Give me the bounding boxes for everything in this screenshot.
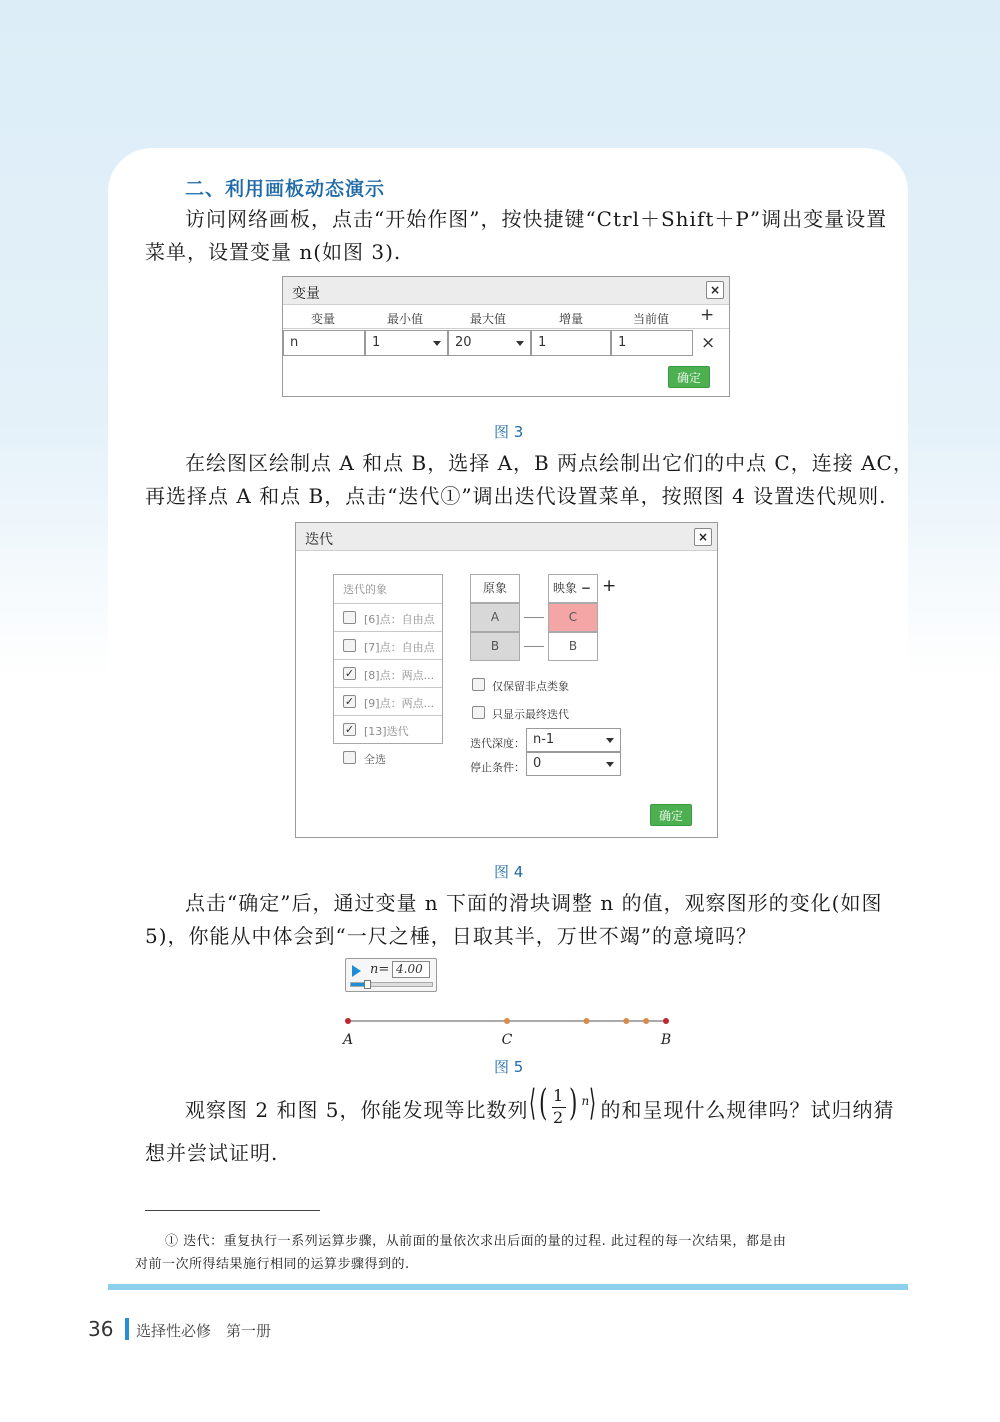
column-header-variable: 变量 (310, 312, 335, 326)
chevron-down-icon (606, 738, 614, 743)
mapping-line (524, 617, 544, 618)
column-header-max: 最大值 (469, 312, 506, 326)
page-number: 36 (88, 1317, 114, 1341)
divider (283, 328, 729, 329)
right-paren: ) (568, 1083, 578, 1124)
paragraph-4-text-before: 观察图 2 和图 5，你能发现等比数列 (185, 1098, 529, 1122)
slider-variable-label: n= (370, 962, 390, 977)
sequence-formula (528, 1083, 601, 1128)
preimage-header: 原象 (470, 574, 520, 603)
ok-button[interactable]: 确定 (650, 804, 692, 826)
depth-select[interactable] (526, 728, 621, 752)
segment-figure (330, 1010, 690, 1050)
min-value-select[interactable] (365, 330, 448, 356)
iterate-dialog-titlebar (296, 523, 717, 551)
paragraph-1-line-2: 菜单，设置变量 n(如图 3). (145, 240, 402, 264)
point-label: B (660, 1032, 672, 1048)
show-final-label: 只显示最终迭代 (492, 708, 569, 721)
stop-select[interactable] (526, 752, 621, 776)
point-label: C (501, 1032, 513, 1048)
min-value: 1 (372, 335, 381, 350)
section-title: 二、利用画板动态演示 (185, 178, 386, 200)
preimage-cell[interactable]: A (470, 603, 520, 632)
paragraph-4-text-after: 的和呈现什么规律吗？试归纳猜 (600, 1098, 895, 1122)
mapping-line (524, 646, 544, 647)
column-header-step: 增量 (558, 312, 583, 326)
column-header-current: 当前值 (632, 312, 669, 326)
checkbox[interactable] (343, 611, 356, 624)
paragraph-1-line-1: 访问网络画板，点击“开始作图”，按快捷键“Ctrl＋Shift＋P”调出变量设置 (185, 207, 888, 231)
left-brace: ⟨ (528, 1083, 537, 1124)
figure-3-caption: 图 3 (494, 423, 524, 441)
figure-4-caption: 图 4 (494, 863, 524, 881)
chevron-down-icon (433, 341, 441, 346)
list-item-label: [13]迭代 (364, 725, 409, 738)
paragraph-2-line-2: 再选择点 A 和点 B，点击“迭代①”调出迭代设置菜单，按照图 4 设置迭代规则. (145, 484, 887, 508)
footnote-divider (145, 1210, 320, 1211)
select-all-label: 全选 (364, 753, 386, 766)
iterate-dialog (295, 522, 718, 838)
variable-slider-widget (345, 958, 437, 992)
book-title: 选择性必修 第一册 (136, 1322, 272, 1340)
midpoint (584, 1018, 590, 1024)
list-item-label: [8]点：两点... (364, 669, 435, 682)
variable-name-field[interactable]: n (283, 330, 365, 356)
preimage-cell[interactable]: B (470, 632, 520, 661)
max-value-select[interactable] (448, 330, 531, 356)
list-item-label: [9]点：两点... (364, 697, 435, 710)
plus-icon[interactable]: + (602, 576, 617, 596)
list-header: 迭代的象 (343, 583, 387, 596)
list-item[interactable] (334, 631, 442, 659)
close-icon[interactable]: × (694, 528, 712, 546)
checkbox-checked[interactable]: ✓ (344, 667, 355, 680)
endpoint (345, 1018, 351, 1024)
list-item-label: [6]点：自由点 (364, 613, 435, 626)
slider-track[interactable] (350, 982, 433, 987)
ok-button[interactable]: 确定 (668, 366, 710, 388)
depth-value: n-1 (533, 732, 555, 747)
keep-non-point-checkbox[interactable] (472, 678, 485, 691)
show-final-checkbox[interactable] (472, 706, 485, 719)
stop-value: 0 (533, 756, 542, 771)
keep-non-point-label: 仅保留非点类象 (492, 680, 569, 693)
footnote-line-2: 对前一次所得结果施行相同的运算步骤得到的. (135, 1257, 410, 1272)
add-variable-icon[interactable]: + (700, 305, 715, 325)
checkbox-checked[interactable]: ✓ (344, 695, 355, 708)
column-header-min: 最小值 (386, 312, 423, 326)
endpoint (663, 1018, 669, 1024)
paragraph-4-line-1 (185, 1083, 895, 1128)
delete-variable-icon[interactable]: × (701, 333, 716, 353)
checkbox[interactable] (343, 639, 356, 652)
exponent: n (581, 1094, 591, 1108)
footer-bar (108, 1284, 908, 1290)
paragraph-2-line-1: 在绘图区绘制点 A 和点 B，选择 A，B 两点绘制出它们的中点 C，连接 AC， (185, 451, 914, 475)
iterate-dialog-title: 迭代 (305, 532, 333, 548)
right-brace: ⟩ (588, 1083, 597, 1124)
list-item[interactable] (334, 603, 442, 631)
step-value-field[interactable]: 1 (531, 330, 611, 356)
stop-label: 停止条件： (470, 761, 525, 774)
minus-icon[interactable]: − (580, 581, 591, 595)
iteration-image-list (333, 574, 443, 744)
play-icon[interactable] (352, 965, 361, 977)
image-header (548, 574, 598, 603)
checkbox-checked[interactable]: ✓ (344, 723, 355, 736)
fraction-numerator: 1 (552, 1086, 565, 1105)
paragraph-3-line-1: 点击“确定”后，通过变量 n 下面的滑块调整 n 的值，观察图形的变化(如图 (185, 891, 883, 915)
chevron-down-icon (606, 762, 614, 767)
max-value: 20 (455, 335, 472, 350)
fraction-denominator: 2 (552, 1108, 565, 1127)
paragraph-3-line-2: 5)，你能从中体会到“一尺之棰，日取其半，万世不竭”的意境吗？ (145, 924, 757, 948)
figure-5-caption: 图 5 (494, 1058, 524, 1076)
midpoint (623, 1018, 629, 1024)
left-paren: ( (538, 1083, 548, 1124)
image-cell-selected[interactable]: C (548, 603, 598, 632)
variable-dialog (282, 276, 730, 397)
footnote-line-1: ① 迭代：重复执行一系列运算步骤，从前面的量依次求出后面的量的过程. 此过程的每一次结果，都是由 (165, 1234, 787, 1249)
midpoint (643, 1018, 649, 1024)
list-item[interactable] (334, 715, 442, 743)
depth-label: 迭代深度： (470, 737, 525, 750)
variable-dialog-title: 变量 (292, 286, 320, 302)
variable-dialog-titlebar (283, 277, 729, 305)
close-icon[interactable]: × (706, 281, 724, 299)
paragraph-4-line-2: 想并尝试证明. (145, 1141, 279, 1165)
slider-thumb[interactable] (364, 980, 371, 989)
current-value-field[interactable]: 1 (611, 330, 693, 356)
page-divider-mark (125, 1318, 129, 1340)
list-item[interactable] (334, 659, 442, 687)
image-cell[interactable]: B (548, 632, 598, 661)
chevron-down-icon (516, 341, 524, 346)
point-label: A (342, 1032, 354, 1048)
list-item-label: [7]点：自由点 (364, 641, 435, 654)
list-item[interactable] (334, 687, 442, 715)
image-header-label: 映象 (553, 581, 578, 595)
select-all-checkbox[interactable] (343, 751, 356, 764)
slider-value-field[interactable]: 4.00 (392, 961, 430, 978)
midpoint (504, 1018, 510, 1024)
